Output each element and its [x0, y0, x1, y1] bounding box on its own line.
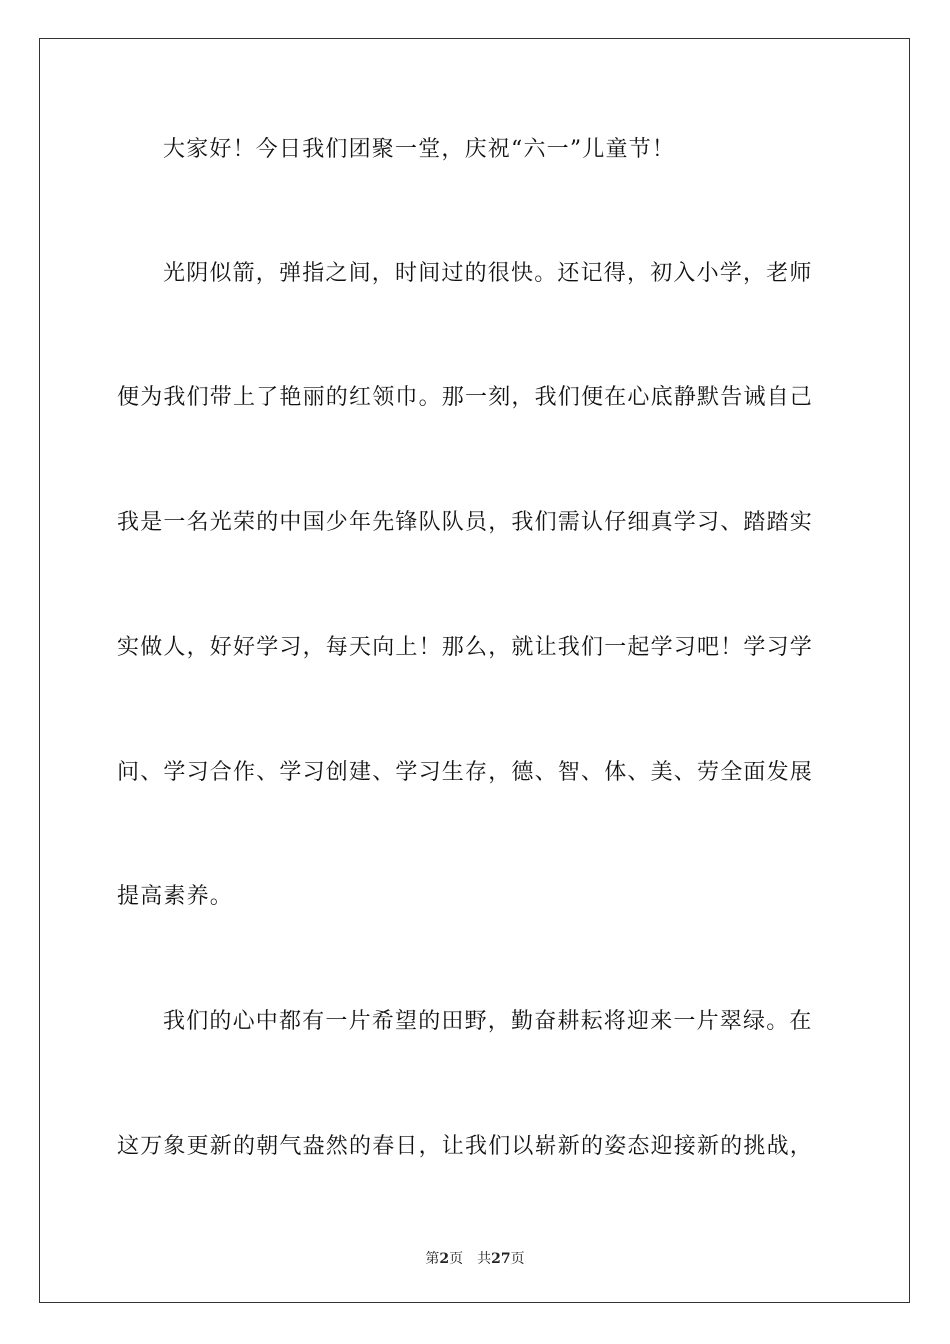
paragraph-line: 我是一名光荣的中国少年先锋队队员，我们需认仔细真学习、踏踏实 — [117, 510, 814, 535]
total-pages: 27 — [491, 1251, 511, 1267]
paragraph-line: 这万象更新的朝气盎然的春日，让我们以崭新的姿态迎接新的挑战， — [117, 1134, 814, 1159]
paragraph-line: 问、学习合作、学习创建、学习生存，德、智、体、美、劳全面发展 — [117, 760, 814, 785]
total-prefix: 共 — [477, 1251, 492, 1267]
paragraph-line: 提高素养。 — [117, 884, 234, 909]
paragraph-line: 大家好！今日我们团聚一堂，庆祝“六一”儿童节！ — [163, 137, 676, 162]
page-number: 2 — [439, 1251, 450, 1267]
paragraph-line: 我们的心中都有一片希望的田野，勤奋耕耘将迎来一片翠绿。在 — [163, 1009, 813, 1034]
paragraph-line: 便为我们带上了艳丽的红领巾。那一刻，我们便在心底静默告诫自己 — [117, 385, 814, 410]
page-prefix: 第 — [425, 1251, 440, 1267]
page-suffix: 页 — [449, 1251, 464, 1267]
page-frame — [39, 38, 910, 1303]
total-suffix: 页 — [510, 1251, 525, 1267]
page-footer — [0, 1248, 950, 1268]
paragraph-line: 实做人，好好学习，每天向上！那么，就让我们一起学习吧！学习学 — [117, 635, 814, 660]
paragraph-line: 光阴似箭，弹指之间，时间过的很快。还记得，初入小学，老师 — [163, 261, 813, 286]
